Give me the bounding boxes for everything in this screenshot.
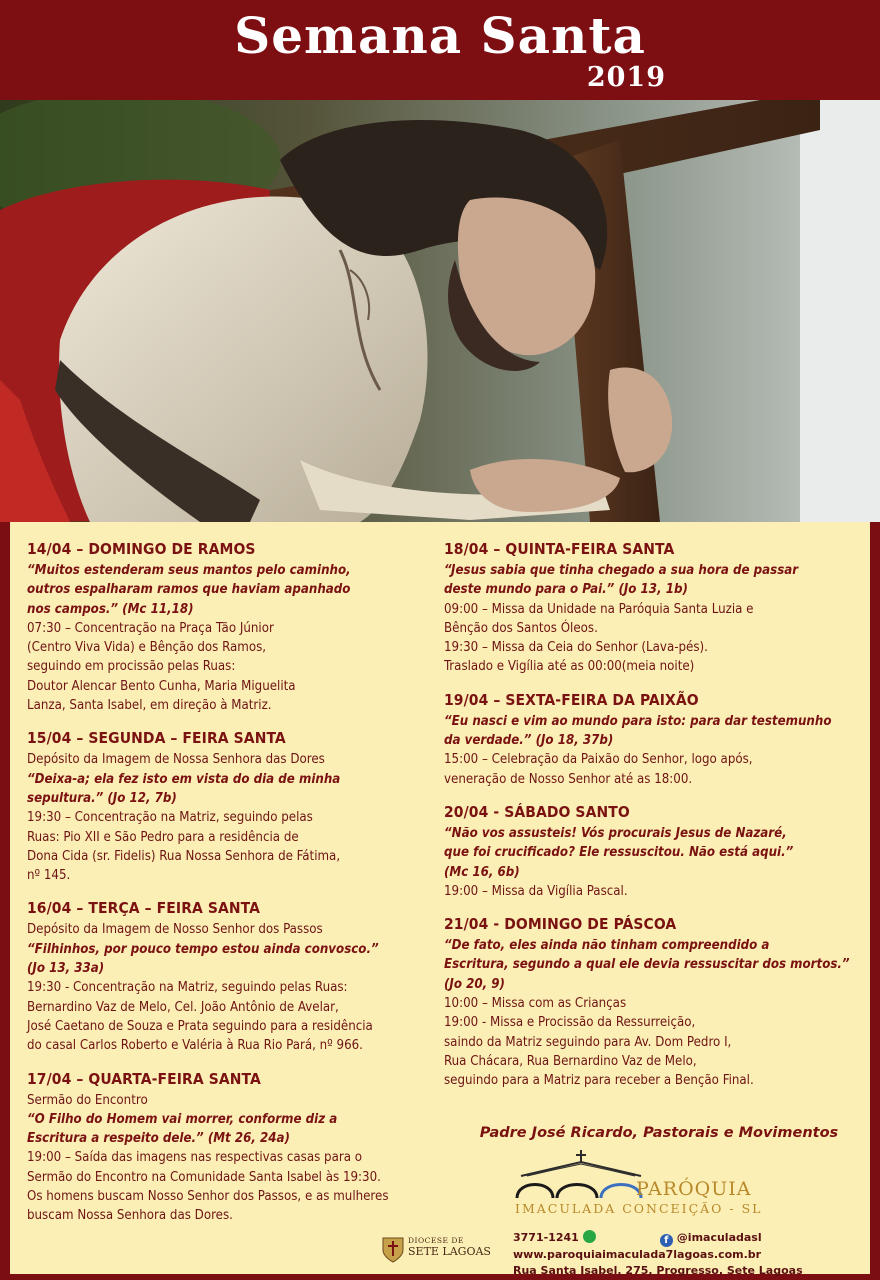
parish-name: PARÓQUIA	[636, 1178, 752, 1200]
diocese-label: DIOCESE DE	[408, 1236, 464, 1245]
day-section	[444, 915, 864, 1090]
bible-quote: “De fato, eles ainda não tinham compreendido a Escritura, segundo a qual ele devia ressuscitar dos mortos.” (Jo 20, 9)	[444, 938, 850, 992]
address: Rua Santa Isabel, 275, Progresso, Sete Lagoas	[513, 1264, 803, 1277]
bible-quote: “Não vos assusteis! Vós procurais Jesus de Nazaré, que foi crucificado? Ele ressuscitou. Não está aqui.” (Mc 16, 6b)	[444, 825, 794, 880]
bible-quote: “Deixa-a; ela fez isto em vista do dia de minha sepultura.” (Jo 12, 7b)	[27, 771, 341, 806]
day-section	[27, 540, 445, 715]
day-details: 19:30 - Concentração na Matriz, seguindo pelas Ruas: Bernardino Vaz de Melo, Cel. João Antônio de Avelar, José Caetano de Souza e Prata seguindo para a residência do casal Carlos Roberto e Valéria à Rua Rio Pará, nº 966.	[27, 980, 373, 1054]
day-details: 07:30 – Concentração na Praça Tão Júnior (Centro Viva Vida) e Bênção dos Ramos, seguindo em procissão pelas Ruas: Doutor Alencar Bento Cunha, Maria Miguelita Lanza, Santa Isabel, em direção à Matriz.	[27, 620, 296, 714]
schedule-left-column	[27, 534, 445, 1240]
statue-photo	[0, 100, 880, 522]
diocese-logo	[380, 1234, 500, 1264]
whatsapp-icon	[583, 1230, 596, 1243]
bible-quote: “Eu nasci e vim ao mundo para isto: para dar testemunho da verdade.” (Jo 18, 37b)	[444, 713, 832, 749]
day-section	[27, 899, 445, 1055]
website-link[interactable]: www.paroquiaimaculada7lagoas.com.br	[513, 1248, 762, 1261]
day-intro: Sermão do Encontro	[27, 1092, 148, 1108]
phone-number: 3771-1241	[513, 1231, 579, 1244]
day-section	[444, 540, 864, 677]
day-title: 21/04 - DOMINGO DE PÁSCOA	[444, 915, 677, 934]
bible-quote: “Jesus sabia que tinha chegado a sua hora de passar deste mundo para o Pai.” (Jo 13, 1b)	[444, 563, 799, 598]
day-title: 20/04 - SÁBADO SANTO	[444, 802, 630, 821]
schedule-right-column	[444, 534, 864, 1105]
poster-year: 2019	[586, 62, 666, 93]
day-section	[27, 729, 445, 885]
parish-logo	[513, 1150, 763, 1222]
day-details: 19:00 – Missa da Vigília Pascal.	[444, 883, 628, 899]
day-intro: Depósito da Imagem de Nossa Senhora das Dores	[27, 752, 325, 768]
day-title: 17/04 – QUARTA-FEIRA SANTA	[27, 1069, 261, 1088]
bible-quote: “Muitos estenderam seus mantos pelo caminho, outros espalharam ramos que haviam apanhado nos campos.” (Mc 11,18)	[27, 563, 351, 617]
day-details: 19:00 – Saída das imagens nas respectivas casas para o Sermão do Encontro na Comunidade Santa Isabel às 19:30. Os homens buscam Nosso Senhor dos Passos, e as mulheres buscam Nossa Senhora das Dores.	[27, 1150, 389, 1224]
bible-quote: “O Filho do Homem vai morrer, conforme diz a Escritura a respeito dele.” (Mt 26, 24a)	[27, 1111, 338, 1147]
day-details: 10:00 – Missa com as Crianças 19:00 - Missa e Procissão da Ressurreição, saindo da Matriz seguindo para Av. Dom Pedro I, Rua Chácara, Rua Bernardino Vaz de Melo, seguindo para a Matriz para receber a Benção Final.	[444, 996, 754, 1089]
contact-info	[513, 1230, 863, 1279]
day-title: 16/04 – TERÇA – FEIRA SANTA	[27, 899, 260, 918]
poster-title: Semana Santa	[234, 6, 646, 65]
day-title: 15/04 – SEGUNDA – FEIRA SANTA	[27, 729, 286, 748]
day-section	[444, 691, 864, 789]
day-section	[444, 803, 864, 901]
parish-subtitle: IMACULADA CONCEIÇÃO - SL	[515, 1201, 763, 1216]
facebook-icon: f	[660, 1234, 673, 1247]
social-handle[interactable]: @imaculadasl	[676, 1231, 762, 1244]
day-details: 19:30 – Concentração na Matriz, seguindo pelas Ruas: Pio XII e São Pedro para a residência de Dona Cida (sr. Fidelis) Rua Nossa Senhora de Fátima, nº 145.	[27, 810, 341, 884]
signature: Padre José Ricardo, Pastorais e Movimentos	[479, 1125, 839, 1141]
day-intro: Depósito da Imagem de Nosso Senhor dos Passos	[27, 922, 323, 938]
day-title: 19/04 – SEXTA-FEIRA DA PAIXÃO	[444, 690, 699, 709]
day-section	[27, 1070, 445, 1226]
diocese-name: SETE LAGOAS	[408, 1245, 491, 1258]
header	[0, 0, 880, 100]
statue-illustration	[0, 100, 880, 522]
bible-quote: “Filhinhos, por pouco tempo estou ainda convosco.” (Jo 13, 33a)	[27, 941, 379, 977]
contact-row	[513, 1230, 863, 1247]
diocese-crest-icon	[380, 1234, 406, 1264]
day-details: 09:00 – Missa da Unidade na Paróquia Santa Luzia e Bênção dos Santos Óleos. 19:30 – Missa da Ceia do Senhor (Lava-pés). Traslado e Vigília até as 00:00(meia noite)	[444, 601, 754, 675]
schedule-panel	[10, 522, 870, 1277]
day-title: 14/04 – DOMINGO DE RAMOS	[27, 540, 256, 558]
day-title: 18/04 – QUINTA-FEIRA SANTA	[444, 540, 675, 558]
day-details: 15:00 – Celebração da Paixão do Senhor, logo após, veneração de Nosso Senhor até as 18:00.	[444, 752, 753, 787]
